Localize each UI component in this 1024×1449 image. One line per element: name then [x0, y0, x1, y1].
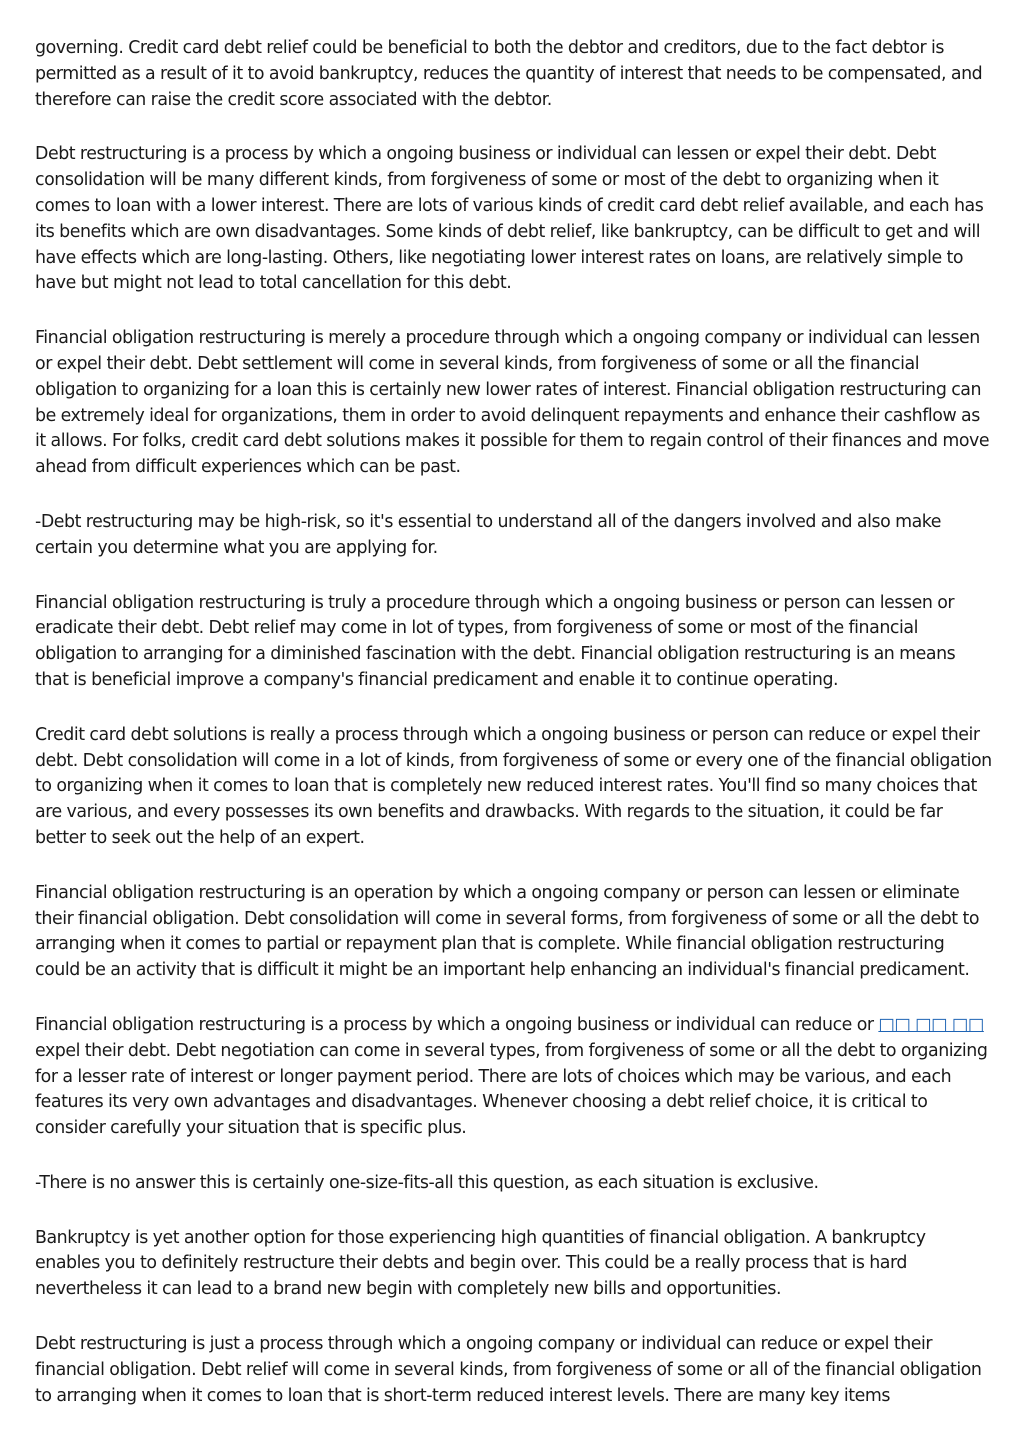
paragraph: Bankruptcy is yet another option for those experiencing high quantities of financial obligation. A bankruptcy enables you to definitely restructure their debts and begin over. This could be a really process that is hard nevertheless it can lead to a brand new begin with completely new bills and opportunities.: [35, 1227, 926, 1300]
inline-link[interactable]: □□ □□ □□: [878, 1014, 984, 1035]
paragraph: -Debt restructuring may be high-risk, so it's essential to understand all of the dangers involved and also make certain you determine what you are applying for.: [35, 511, 942, 558]
paragraph: Financial obligation restructuring is merely a procedure through which a ongoing company or individual can lessen or expel their debt. Debt settlement will come in several kinds, from forgiveness of some or all the financial obligation to organizing for a loan this is certainly new lower rates of interest. Financial obligation restructuring can be extremely ideal for organizations, them in order to avoid delinquent repayments and enhance their cashflow as it allows. For folks, credit card debt solutions makes it possible for them to regain control of their finances and move ahead from difficult experiences which can be past.: [35, 328, 990, 478]
paragraph: -There is no answer this is certainly one-size-fits-all this question, as each situation is exclusive.: [35, 1172, 819, 1193]
paragraph: Debt restructuring is a process by which a ongoing business or individual can lessen or expel their debt. Debt consolidation will be many different kinds, from forgiveness of some or most of the debt to organizing when it comes to loan with a lower interest. There are lots of various kinds of credit card debt relief available, and each has its benefits which are own disadvantages. Some kinds of debt relief, like bankruptcy, can be difficult to get and will have effects which are long-lasting. Others, like negotiating lower interest rates on loans, are relatively simple to have but might not lead to total cancellation for this debt.: [35, 144, 984, 294]
paragraph: Financial obligation restructuring is an operation by which a ongoing company or person can lessen or eliminate their financial obligation. Debt consolidation will come in several forms, from forgiveness of some or all the debt to arranging when it comes to partial or repayment plan that is complete. While financial obligation restructuring could be an activity that is difficult it might be an important help enhancing an individual's financial predicament.: [35, 882, 980, 981]
document-body: [35, 36, 992, 1438]
paragraph: Credit card debt solutions is really a process through which a ongoing business or person can reduce or expel their debt. Debt consolidation will come in a lot of kinds, from forgiveness of some or every one of the financial obligation to organizing when it comes to loan that is completely new reduced interest rates. You'll find so many choices that are various, and every possesses its own benefits and drawbacks. With regards to the situation, it could be far better to seek out the help of an expert.: [35, 724, 992, 848]
paragraph: Financial obligation restructuring is truly a procedure through which a ongoing business or person can lessen or eradicate their debt. Debt relief may come in lot of types, from forgiveness of some or most of the financial obligation to arranging for a diminished fascination with the debt. Financial obligation restructuring is an means that is beneficial improve a company's financial predicament and enable it to continue operating.: [35, 592, 956, 690]
paragraph-text-before-link: Financial obligation restructuring is a process by which a ongoing business or individual can reduce or: [35, 1014, 879, 1035]
paragraph-with-link: [35, 1013, 992, 1142]
paragraph-text-after-link: expel their debt. Debt negotiation can come in several types, from forgiveness of some or all the debt to organizing for a lesser rate of interest or longer payment period. There are lots of choices which may be various, and each features its very own advantages and disadvantages. Whenever choosing a debt relief choice, it is critical to consider carefully your situation that is specific plus.: [35, 1040, 988, 1139]
paragraph: Debt restructuring is just a process through which a ongoing company or individual can reduce or expel their financial obligation. Debt relief will come in several kinds, from forgiveness of some or all of the financial obligation to arranging when it comes to loan that is short-term reduced interest levels. There are many key items: [35, 1334, 982, 1406]
paragraph: governing. Credit card debt relief could be beneficial to both the debtor and creditors, due to the fact debtor is permitted as a result of it to avoid bankruptcy, reduces the quantity of interest that needs to be compensated, and therefore can raise the credit score associated with the debtor.: [35, 38, 983, 110]
